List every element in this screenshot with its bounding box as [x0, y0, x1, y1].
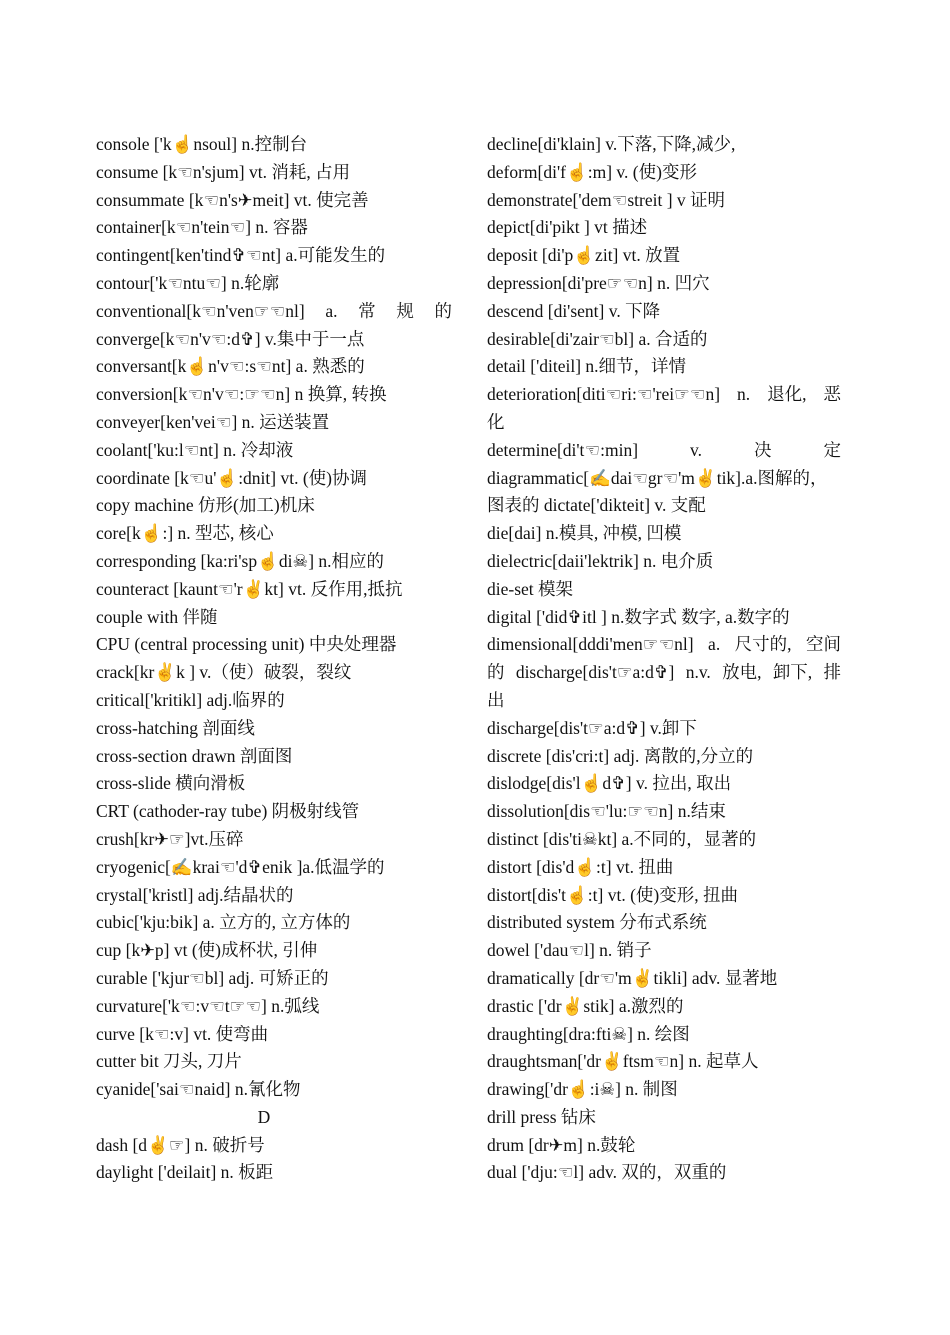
left-column-entry: curable ['kjur☜bl] adj. 可矫正的: [96, 967, 329, 988]
left-column-entry: CPU (central processing unit) 中央处理器: [96, 634, 397, 655]
left-column-entry: couple with 伴随: [96, 606, 218, 627]
right-column-entry: digital ['did✞itl ] n.数字式 数字, a.数字的: [487, 606, 790, 627]
left-column-entry: CRT (cathoder-ray tube) 阴极射线管: [96, 801, 360, 822]
entry-word: n.v.: [685, 662, 711, 683]
entry-word: discharge[dis't☞a:d✞]: [515, 662, 675, 683]
right-column-entry: deposit [di'p☝zit] vt. 放置: [487, 245, 681, 266]
left-column-entry: contingent[ken'tind✞☜nt] a.可能发生的: [96, 245, 386, 266]
right-column-entry: dissolution[dis☜'lu:☞☜n] n.结束: [487, 801, 726, 822]
left-column-entry: console ['k☝nsoul] n.控制台: [96, 134, 308, 154]
left-column-entry: D: [257, 1106, 271, 1127]
entry-word: 放电,: [722, 662, 762, 683]
left-column-entry: cutter bit 刀头, 刀片: [96, 1051, 242, 1072]
left-column-entry: consume [k☜n'sjum] vt. 消耗, 占用: [96, 161, 351, 182]
right-column-entry: depression[di'pre☞☜n] n. 凹穴: [487, 272, 710, 293]
right-column-entry: die-set 模架: [487, 578, 574, 599]
right-column-entry: dislodge[dis'l☝d✞] v. 拉出, 取出: [487, 773, 732, 794]
right-column-entry: descend [di'sent] v. 下降: [487, 300, 661, 321]
left-column-entry: counteract [kaunt☜'r✌kt] vt. 反作用,抵抗: [96, 578, 403, 599]
left-column-entry: cyanide['sai☜naid] n.氰化物: [96, 1079, 301, 1100]
left-column-entry: contour['k☜ntu☜] n.轮廓: [96, 272, 280, 293]
entry-word: 恶: [823, 384, 841, 405]
left-column-entry: curvature['k☜:v☜t☞☜] n.弧线: [96, 995, 320, 1016]
entry-word: v.: [690, 439, 703, 460]
entry-word: 的: [434, 300, 452, 321]
left-column-entry: copy machine 仿形(加工)机床: [96, 495, 315, 516]
right-column-entry: dual ['dju:☜l] adv. 双的，双重的: [487, 1162, 727, 1183]
left-column-entry: cryogenic[✍krai☜'d✞enik ]a.低温学的: [96, 856, 385, 877]
left-column-entry: crush[kr✈☞]vt.压碎: [96, 828, 244, 849]
entry-word: 常: [358, 300, 376, 321]
left-column-entry: corresponding [ka:ri'sp☝di☠] n.相应的: [96, 550, 385, 571]
entry-word: 定: [823, 439, 841, 460]
left-column-entry: coordinate [k☜u'☝:dnit] vt. (使)协调: [96, 467, 367, 488]
entry-word: a.: [708, 634, 721, 655]
entry-word: deterioration[diti☜ri:☜'rei☞☜n]: [487, 384, 721, 405]
right-column-entry: drawing['dr☝:i☠] n. 制图: [487, 1079, 678, 1100]
left-column-entry: daylight ['deilait] n. 板距: [96, 1162, 274, 1183]
right-column-entry: [487, 381, 841, 409]
left-column-entry: curve [k☜:v] vt. 使弯曲: [96, 1023, 269, 1044]
right-column-entry: dowel ['dau☜l] n. 销子: [487, 940, 652, 961]
entry-word: 退化,: [767, 384, 807, 405]
entry-word: 的: [487, 662, 505, 683]
entry-word: a.: [325, 300, 338, 321]
left-column-entry: cross-slide 横向滑板: [96, 773, 246, 794]
left-column-entry: coolant['ku:l☜nt] n. 冷却液: [96, 439, 294, 460]
right-column-entry: [487, 631, 841, 659]
right-column-entry: 出: [487, 689, 505, 710]
left-column-entry: cup [k✈p] vt (使)成杯状, 引伸: [96, 940, 318, 961]
right-column-entry: discharge[dis't☞a:d✞] v.卸下: [487, 717, 697, 738]
entry-word: conventional[k☜n'ven☞☜nl]: [96, 300, 305, 321]
right-column-entry: draughtsman['dr✌ftsm☜n] n. 起草人: [487, 1051, 759, 1072]
entry-word: n.: [737, 384, 751, 405]
left-column: [96, 131, 452, 1187]
left-column-entry: conversion[k☜n'v☜:☞☜n] n 换算, 转换: [96, 384, 387, 405]
entry-word: 卸下,: [772, 662, 813, 683]
right-column: [487, 131, 841, 1187]
right-column-entry: die[dai] n.模具, 冲模, 凹模: [487, 523, 682, 544]
entry-word: determine[di't☜:min]: [487, 439, 639, 460]
right-column-entry: desirable[di'zair☜bl] a. 合适的: [487, 328, 708, 349]
left-column-entry: core[k☝:] n. 型芯, 核心: [96, 523, 274, 544]
right-column-entry: discrete [dis'cri:t] adj. 离散的,分立的: [487, 745, 754, 766]
right-column-entry: distort[dis't☝:t] vt. (使)变形, 扭曲: [487, 884, 738, 905]
left-column-entry: cubic['kju:bik] a. 立方的, 立方体的: [96, 912, 351, 933]
left-column-entry: crystal['kristl] adj.结晶状的: [96, 884, 294, 905]
right-column-entry: depict[di'pikt ] vt 描述: [487, 217, 648, 238]
left-column-entry: dash [d✌☞] n. 破折号: [96, 1134, 265, 1155]
left-column-entry: converge[k☜n'v☜:d✞] v.集中于一点: [96, 328, 365, 349]
right-column-entry: decline[di'klain] v.下落,下降,减少,: [487, 134, 736, 154]
right-column-entry: draughting[dra:fti☠] n. 绘图: [487, 1023, 690, 1044]
left-column-entry: conversant[k☝n'v☜:s☜nt] a. 熟悉的: [96, 356, 365, 377]
entry-word: 排: [823, 662, 841, 683]
left-column-entry: critical['kritikl] adj.临界的: [96, 689, 285, 710]
left-column-entry: consummate [k☜n's✈meit] vt. 使完善: [96, 189, 369, 210]
right-column-entry: diagrammatic[✍dai☜gr☜'m✌tik].a.图解的，: [487, 467, 828, 488]
right-column-entry: [487, 437, 841, 465]
right-column-entry: 化: [487, 411, 505, 432]
entry-word: 尺寸的,: [734, 634, 792, 655]
right-column-entry: drastic ['dr✌stik] a.激烈的: [487, 995, 684, 1016]
right-column-entry: demonstrate['dem☜streit ] v 证明: [487, 189, 726, 210]
left-column-entry: cross-hatching 剖面线: [96, 717, 255, 738]
right-column-entry: drill press 钻床: [487, 1106, 596, 1127]
left-column-entry: crack[kr✌k ] v.（使）破裂，裂纹: [96, 662, 352, 683]
right-column-entry: 图表的 dictate['dikteit] v. 支配: [487, 495, 706, 516]
right-column-entry: distinct [dis'ti☠kt] a.不同的，显著的: [487, 828, 757, 849]
right-column-entry: detail ['diteil] n.细节，详情: [487, 356, 687, 377]
left-column-entry: cross-section drawn 剖面图: [96, 745, 293, 766]
left-column-entry: [96, 298, 452, 326]
right-column-entry: [487, 659, 841, 687]
right-column-entry: dramatically [dr☜'m✌tikli] adv. 显著地: [487, 967, 778, 988]
entry-word: 规: [396, 300, 414, 321]
right-column-entry: distributed system 分布式系统: [487, 912, 707, 933]
right-column-entry: distort [dis'd☝:t] vt. 扭曲: [487, 856, 674, 877]
left-column-entry: conveyer[ken'vei☜] n. 运送装置: [96, 411, 330, 432]
entry-word: dimensional[dddi'men☞☜nl]: [487, 634, 694, 655]
right-column-entry: drum [dr✈m] n.鼓轮: [487, 1134, 636, 1155]
entry-word: 决: [754, 439, 772, 460]
left-column-entry: container[k☜n'tein☜] n. 容器: [96, 217, 308, 238]
right-column-entry: dielectric[daii'lektrik] n. 电介质: [487, 550, 714, 571]
entry-word: 空间: [805, 634, 841, 655]
right-column-entry: deform[di'f☝:m] v. (使)变形: [487, 161, 697, 182]
